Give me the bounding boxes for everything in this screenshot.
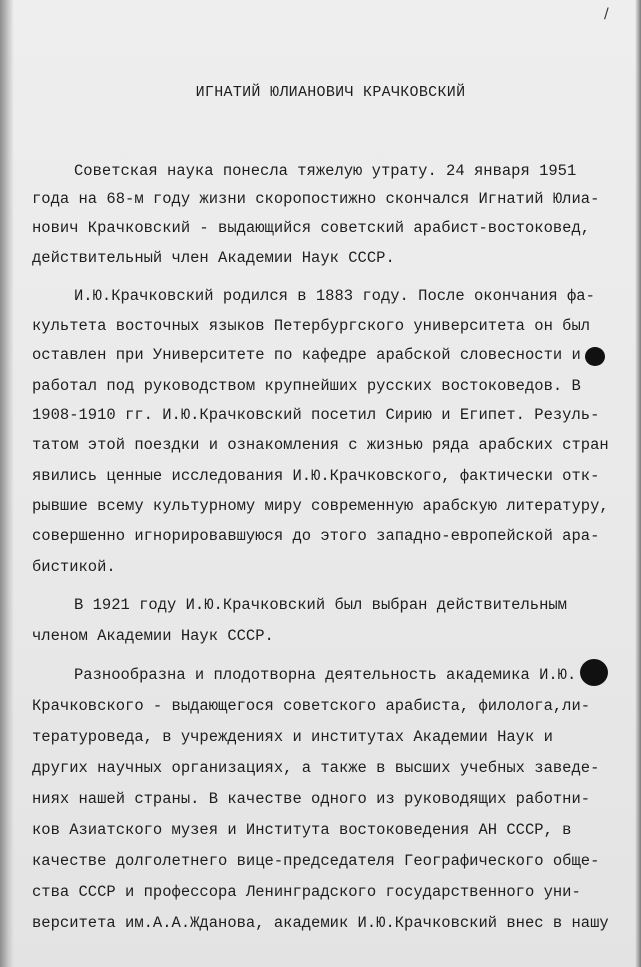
text-line: ниях нашей страны. В качестве одного из руководящих работни- xyxy=(32,790,591,808)
text-line: нович Крачковский - выдающийся советский арабист-востоковед, xyxy=(32,219,591,237)
text-line: качестве долголетнего вице-председателя Географического обще- xyxy=(32,852,600,870)
text-line: Разнообразна и плодотворна деятельность академика И.Ю. xyxy=(74,666,577,684)
text-line: Советская наука понесла тяжелую утрату. 24 января 1951 xyxy=(74,162,577,180)
text-line: верситета им.А.А.Жданова, академик И.Ю.Крачковский внес в нашу xyxy=(32,914,609,932)
text-line: культета восточных языков Петербургского университета он был xyxy=(32,317,591,335)
text-line: явились ценные исследования И.Ю.Крачковского, фактически отк- xyxy=(32,467,600,485)
text-line: совершенно игнорировавшуюся до этого западно-европейской ара- xyxy=(32,527,600,545)
text-line: членом Академии Наук СССР. xyxy=(32,627,274,645)
text-line: оставлен при Университете по кафедре арабской словесности и xyxy=(32,346,581,364)
ink-blot xyxy=(580,659,608,686)
text-line: других научных организациях, а также в высших учебных заведе- xyxy=(32,759,600,777)
text-line: тературоведа, в учреждениях и институтах Академии Наук и xyxy=(32,728,553,746)
text-line: И.Ю.Крачковский родился в 1883 году. После окончания фа- xyxy=(74,287,595,305)
ink-blot xyxy=(585,347,605,366)
text-line: ков Азиатского музея и Института востоковедения АН СССР, в xyxy=(32,821,572,839)
page-title: ИГНАТИЙ ЮЛИАНОВИЧ КРАЧКОВСКИЙ xyxy=(195,84,466,101)
text-line: В 1921 году И.Ю.Крачковский был выбран действительным xyxy=(74,596,567,614)
text-line: Крачковского - выдающегося советского арабиста, филолога,ли- xyxy=(32,697,591,715)
text-line: работал под руководством крупнейших русских востоковедов. В xyxy=(32,377,581,395)
text-line: ства СССР и профессора Ленинградского государственного уни- xyxy=(32,883,581,901)
text-line: рывшие всему культурному миру современную арабскую литературу, xyxy=(32,497,609,515)
text-line: 1908-1910 гг. И.Ю.Крачковский посетил Сирию и Египет. Резуль- xyxy=(32,406,600,424)
text-line: бистикой. xyxy=(32,558,116,576)
text-line: действительный член Академии Наук СССР. xyxy=(32,249,395,267)
text-line: татом этой поездки и ознакомления с жизнью ряда арабских стран xyxy=(32,436,609,454)
corner-pen-mark: / xyxy=(604,6,609,22)
text-line: года на 68-м году жизни скоропостижно скончался Игнатий Юлиа- xyxy=(32,190,600,208)
